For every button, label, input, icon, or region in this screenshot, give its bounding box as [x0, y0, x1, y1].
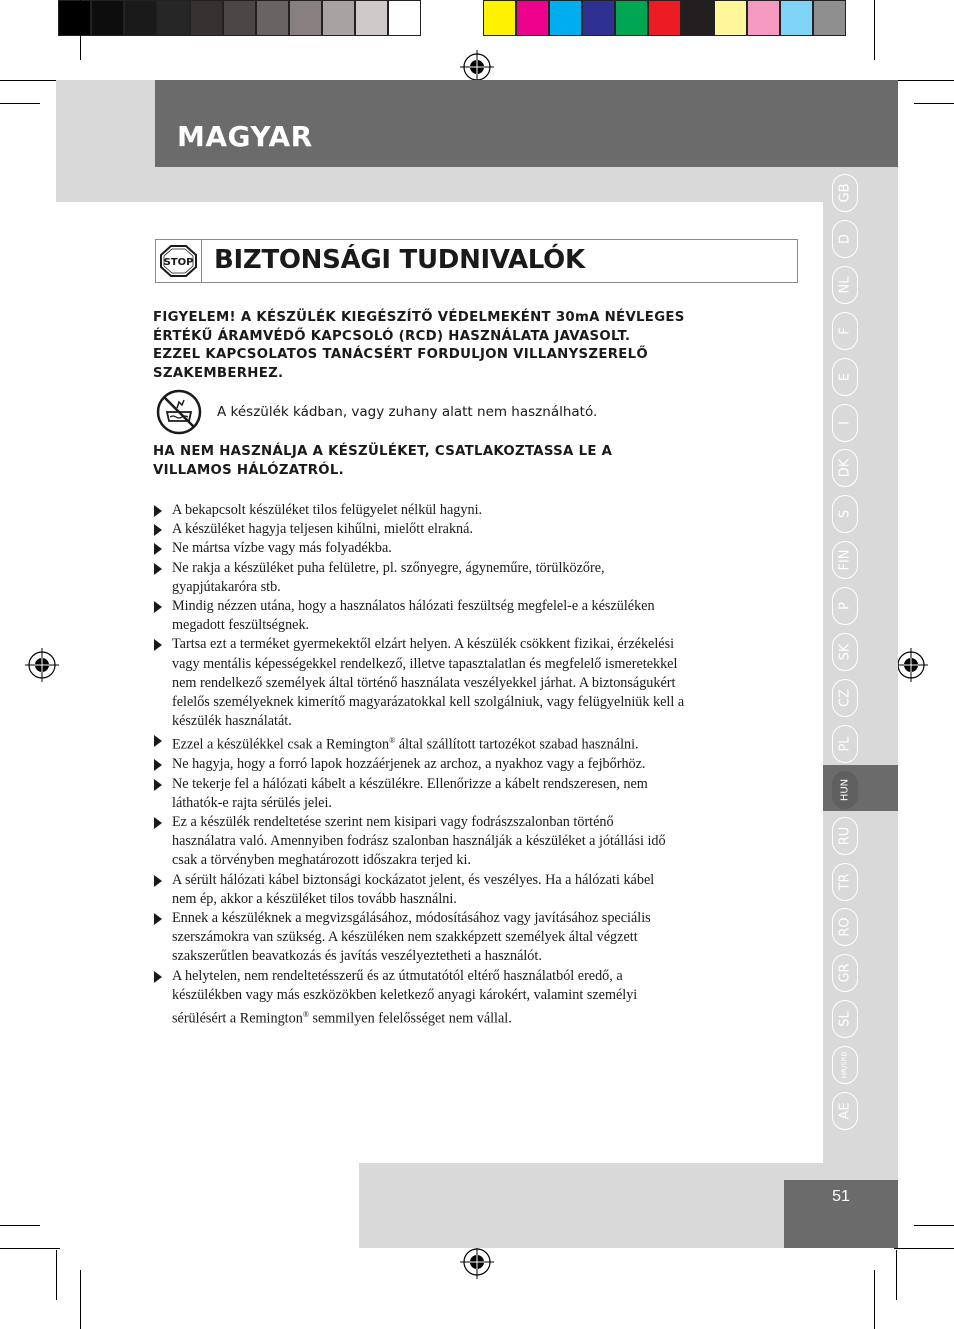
stop-sign-label: STOP: [163, 257, 194, 268]
language-tab-label: CZ: [837, 689, 853, 707]
crop-mark: [0, 80, 60, 81]
list-item-line: Mindig nézzen utána, hogy a használatos hálózati feszültség megfelel-e a készüléken: [172, 598, 655, 615]
crop-mark: [914, 1225, 954, 1226]
bullet-arrow-icon: [154, 817, 162, 829]
language-tab-i[interactable]: [832, 404, 858, 442]
language-tab-label: F: [837, 327, 853, 335]
language-tab-gr[interactable]: [832, 954, 858, 992]
page-title: MAGYAR: [177, 120, 313, 153]
page-number: 51: [784, 1180, 898, 1248]
language-tab-ae[interactable]: [832, 1092, 858, 1130]
list-item-line: sérülésért a Remington® semmilyen felelősséget nem vállal.: [172, 1010, 512, 1027]
rcd-warning-line: SZAKEMBERHEZ.: [153, 365, 284, 381]
language-tab-label: I: [837, 421, 853, 425]
color-swatch: [223, 0, 256, 36]
crop-mark: [56, 1250, 57, 1300]
list-item: [153, 775, 793, 813]
language-tab-dk[interactable]: [832, 449, 858, 487]
crop-mark: [874, 0, 875, 60]
language-tab-label: DK: [837, 458, 853, 478]
color-swatch: [124, 0, 157, 36]
list-item: [153, 813, 793, 871]
color-swatch: [648, 0, 681, 36]
safety-bullet-list: [153, 501, 793, 1029]
color-swatch: [388, 0, 421, 36]
grayscale-calibration-bar: [58, 0, 421, 38]
list-item-line: nem ép, akkor a készüléket tilos tovább használni.: [172, 890, 457, 907]
language-tab-hun[interactable]: [832, 771, 858, 809]
unplug-warning: [153, 443, 612, 480]
list-item-line: készülék használatát.: [172, 713, 292, 730]
language-tab-label: GB: [837, 183, 853, 203]
language-tab-d[interactable]: [832, 220, 858, 258]
language-tab-label: HUN: [839, 778, 851, 802]
crop-mark: [80, 0, 81, 60]
color-swatch: [813, 0, 846, 36]
color-swatch: [91, 0, 124, 36]
language-tab-label: GR: [837, 963, 853, 983]
registration-mark-icon: [460, 50, 494, 84]
color-swatch: [582, 0, 615, 36]
language-tab-label: RU: [837, 826, 853, 846]
section-heading-box: [155, 239, 798, 283]
language-tab-label: P: [837, 602, 853, 610]
language-tab-label: PL: [837, 736, 853, 752]
color-swatch: [256, 0, 289, 36]
list-item-line: megadott feszültségnek.: [172, 617, 310, 634]
bullet-arrow-icon: [154, 524, 162, 536]
crop-mark: [914, 103, 954, 104]
color-swatch: [483, 0, 516, 36]
list-item-line: használatra való. Amennyiben fodrász szalonban használják a készüléket a jótállási idő: [172, 833, 666, 850]
language-tab-label: D: [837, 233, 853, 245]
bullet-arrow-icon: [154, 913, 162, 925]
language-tab-label: AE: [837, 1102, 853, 1120]
crop-mark: [80, 1270, 81, 1329]
language-tab-fin[interactable]: [832, 541, 858, 579]
bath-note: A készülék kádban, vagy zuhany alatt nem használható.: [217, 404, 598, 420]
crop-mark: [0, 1248, 60, 1249]
list-item-line: gyapjútakaróra stb.: [172, 578, 281, 595]
registration-mark-icon: [25, 648, 59, 682]
list-item: [153, 909, 793, 967]
color-swatch: [190, 0, 223, 36]
language-tab-label: S: [837, 509, 853, 519]
no-bath-icon: [155, 388, 203, 436]
bullet-arrow-icon: [154, 543, 162, 555]
language-tab-pl[interactable]: [832, 725, 858, 763]
list-item: [153, 755, 793, 774]
list-item-line: felelős személyeknek kimerítő magyarázatokkal kell szolgálniuk, vagy felügyelniük kell a: [172, 694, 685, 711]
bullet-arrow-icon: [154, 639, 162, 651]
stop-sign-box: [156, 240, 202, 282]
list-item-line: szakszerűtlen beavatkozás és javítás veszélyeztetheti a használót.: [172, 948, 542, 965]
color-swatch: [322, 0, 355, 36]
color-swatch: [714, 0, 747, 36]
list-item: [153, 871, 793, 909]
bullet-arrow-icon: [154, 779, 162, 791]
registration-mark-icon: [894, 648, 928, 682]
list-item: [153, 559, 793, 597]
color-swatch: [615, 0, 648, 36]
list-item-line: A bekapcsolt készüléket tilos felügyelet nélkül hagyni.: [172, 502, 483, 518]
unplug-warning-line: VILLAMOS HÁLÓZATRÓL.: [153, 462, 344, 478]
language-tab-sk[interactable]: [832, 633, 858, 671]
language-tab-ru[interactable]: [832, 817, 858, 855]
rcd-warning-line: ÉRTÉKŰ ÁRAMVÉDŐ KAPCSOLÓ (RCD) HASZNÁLATA JAVASOLT.: [153, 328, 631, 344]
bullet-arrow-icon: [154, 875, 162, 887]
list-item-line: csak a törvényben meghatározott időszakra terjed ki.: [172, 852, 471, 869]
language-tab-label: RO: [837, 917, 853, 937]
language-tab-label: TR: [837, 873, 853, 891]
language-tab-nl[interactable]: [832, 266, 858, 304]
language-tab-label: HR/SRB: [840, 1051, 849, 1079]
list-item-line: Ennek a készüléknek a megvizsgálásához, módosításához vagy javításához speciális: [172, 910, 651, 926]
rcd-warning-line: FIGYELEM! A KÉSZÜLÉK KIEGÉSZÍTŐ VÉDELMEKÉNT 30mA NÉVLEGES: [153, 310, 685, 325]
section-title: BIZTONSÁGI TUDNIVALÓK: [214, 245, 585, 275]
list-item: [153, 635, 793, 731]
language-tab-hr-srb[interactable]: [832, 1046, 858, 1084]
bullet-arrow-icon: [154, 971, 162, 983]
bullet-arrow-icon: [154, 601, 162, 613]
bullet-arrow-icon: [154, 563, 162, 575]
list-item: [153, 731, 793, 755]
color-swatch: [747, 0, 780, 36]
color-swatch: [516, 0, 549, 36]
language-tab-gb[interactable]: [832, 174, 858, 212]
list-item-line: Ne tekerje fel a hálózati kábelt a készülékre. Ellenőrizze a kábelt rendszeresen, nem: [172, 775, 648, 792]
color-swatch: [355, 0, 388, 36]
list-item: [153, 539, 793, 558]
color-swatch: [157, 0, 190, 36]
list-item-line: Ne hagyja, hogy a forró lapok hozzáérjenek az archoz, a nyakhoz vagy a fejbőrhöz.: [172, 756, 646, 773]
list-item-line: vagy mentális képességekkel rendelkező, illetve tapasztalatlan és megfelelő ismeretekkel: [172, 655, 678, 672]
language-title-bar: [155, 80, 898, 167]
bullet-arrow-icon: [154, 759, 162, 771]
list-item-line: A helytelen, nem rendeltetésszerű és az útmutatótól eltérő használatból eredő, a: [172, 967, 623, 984]
rcd-warning: [153, 309, 685, 383]
list-item-line: láthatók-e rajta sérülés jelei.: [172, 794, 332, 811]
language-tab-sl[interactable]: [832, 1000, 858, 1038]
color-swatch: [58, 0, 91, 36]
language-tab-f[interactable]: [832, 312, 858, 350]
language-tab-p[interactable]: [832, 587, 858, 625]
color-swatch: [681, 0, 714, 36]
color-swatch: [780, 0, 813, 36]
crop-mark: [874, 1270, 875, 1329]
language-tab-label: NL: [837, 276, 853, 294]
list-item: [153, 501, 793, 520]
language-tab-label: SK: [837, 643, 853, 661]
list-item: [153, 597, 793, 635]
crop-mark: [894, 1248, 954, 1249]
list-item-line: A készüléket hagyja teljesen kihűlni, mielőtt elrakná.: [172, 521, 473, 538]
bullet-arrow-icon: [154, 735, 162, 747]
color-swatch: [549, 0, 582, 36]
list-item-line: szerszámokra van szükség. A készüléken nem szakképzett személyek által végzett: [172, 929, 638, 946]
bullet-arrow-icon: [154, 505, 162, 517]
crop-mark: [0, 1225, 40, 1226]
list-item: [153, 967, 793, 1029]
language-tab-label: SL: [837, 1011, 853, 1027]
rcd-warning-line: EZZEL KAPCSOLATOS TANÁCSÉRT FORDULJON VILLANYSZERELŐ: [153, 347, 649, 362]
crop-mark: [894, 80, 954, 81]
language-tab-e[interactable]: [832, 358, 858, 396]
language-tab-ro[interactable]: [832, 908, 858, 946]
language-tab-tr[interactable]: [832, 863, 858, 901]
color-swatch: [289, 0, 322, 36]
language-tab-label: FIN: [837, 549, 853, 571]
list-item-line: nem rendelkező személyek által történő használata veszélyekkel járhat. A biztonságukért: [172, 674, 676, 691]
unplug-warning-line: HA NEM HASZNÁLJA A KÉSZÜLÉKET, CSATLAKOZTASSA LE A: [153, 444, 613, 459]
list-item-line: készülékben vagy más eszközökben keletkező anyagi károkért, valamint személyi: [172, 986, 638, 1003]
list-item-line: Ne rakja a készüléket puha felületre, pl. szőnyegre, ágyneműre, törülközőre,: [172, 559, 605, 576]
list-item: [153, 520, 793, 539]
list-item-line: A sérült hálózati kábel biztonsági kockázatot jelent, és veszélyes. Ha a hálózati kábel: [172, 871, 655, 888]
stop-sign-icon: [156, 240, 201, 282]
language-tab-label: E: [837, 372, 853, 382]
crop-mark: [896, 1250, 897, 1300]
list-item-line: Ezzel a készülékkel csak a Remington® által szállított tartozékot szabad használni.: [172, 736, 639, 754]
list-item-line: Ne mártsa vízbe vagy más folyadékba.: [172, 540, 392, 557]
crop-mark: [0, 103, 40, 104]
list-item-line: Tartsa ezt a terméket gyermekektől elzárt helyen. A készülék csökkent fizikai, érzékelési: [172, 636, 675, 653]
registration-mark-icon: [460, 1245, 494, 1279]
language-tab-cz[interactable]: [832, 679, 858, 717]
color-calibration-bar: [483, 0, 846, 38]
list-item-line: Ez a készülék rendeltetése szerint nem kisipari vagy fodrászszalonban történő: [172, 813, 614, 830]
language-tab-s[interactable]: [832, 495, 858, 533]
